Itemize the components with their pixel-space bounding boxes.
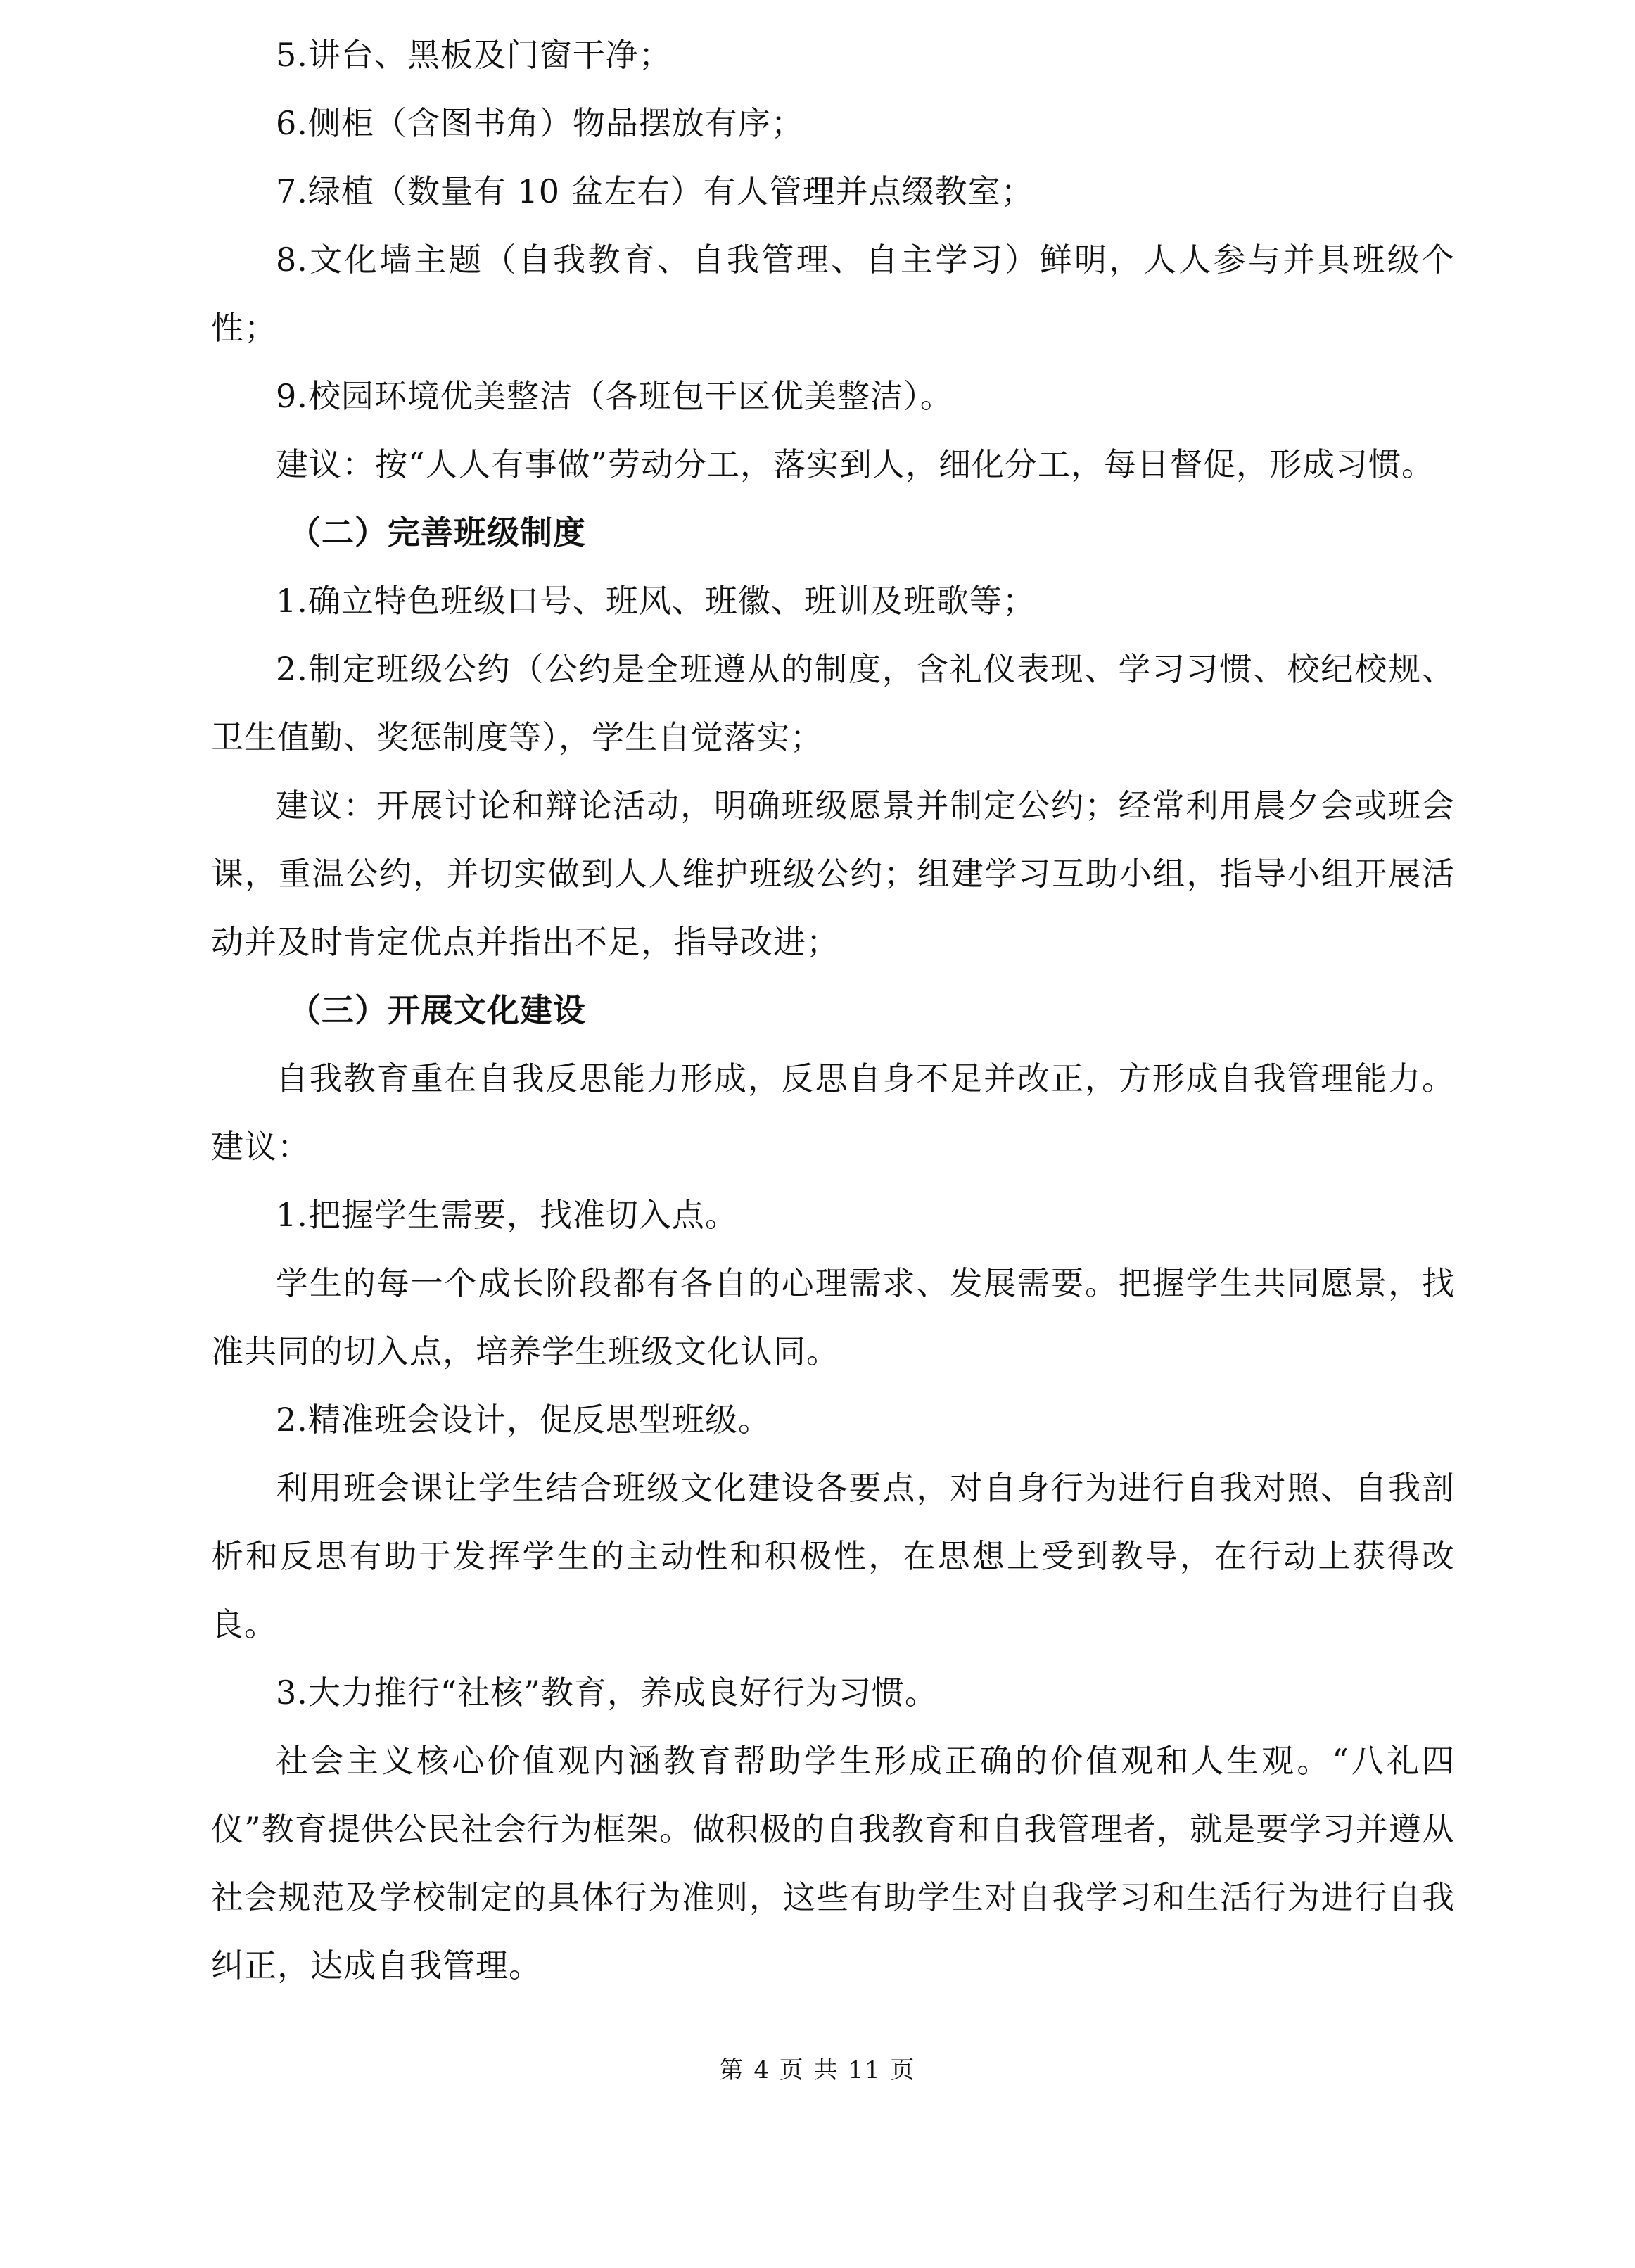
paragraph: 1.把握学生需要，找准切入点。 [276, 1196, 738, 1234]
paragraph: 6.侧柜（含图书角）物品摆放有序； [276, 104, 804, 142]
section-heading: （二）完善班级制度 [288, 514, 586, 552]
section-heading: （三）开展文化建设 [288, 991, 586, 1029]
paragraph: 3.大力推行“社核”教育，养成良好行为习惯。 [276, 1674, 938, 1712]
paragraph: 利用班会课让学生结合班级文化建设各要点，对自身行为进行自我对照、自我剖析和反思有助于发挥学生的主动性和积极性，在思想上受到教导，在行动上获得改良。 [211, 1469, 1455, 1643]
page-footer: 第 4 页 共 11 页 [719, 2056, 916, 2084]
paragraph: 8.文化墙主题（自我教育、自我管理、自主学习）鲜明，人人参与并具班级个性； [211, 241, 1455, 347]
paragraph: 建议：开展讨论和辩论活动，明确班级愿景并制定公约；经常利用晨夕会或班会课，重温公约，并切实做到人人维护班级公约；组建学习互助小组，指导小组开展活动并及时肯定优点并指出不足，指导改进； [211, 786, 1455, 961]
paragraph: 学生的每一个成长阶段都有各自的心理需求、发展需要。把握学生共同愿景，找准共同的切入点，培养学生班级文化认同。 [211, 1264, 1455, 1370]
paragraph: 9.校园环境优美整洁（各班包干区优美整洁）。 [276, 377, 953, 415]
paragraph: 2.制定班级公约（公约是全班遵从的制度，含礼仪表现、学习习惯、校纪校规、卫生值勤、奖惩制度等），学生自觉落实； [211, 650, 1455, 756]
paragraph: 1.确立特色班级口号、班风、班徽、班训及班歌等； [276, 582, 1036, 620]
document-page [211, 21, 1455, 2000]
paragraph: 建议：按“人人有事做”劳动分工，落实到人，细化分工，每日督促，形成习惯。 [276, 445, 1435, 483]
paragraph: 7.绿植（数量有 10 盆左右）有人管理并点缀教室； [276, 172, 1034, 210]
paragraph: 社会主义核心价值观内涵教育帮助学生形成正确的价值观和人生观。“八礼四仪”教育提供公民社会行为框架。做积极的自我教育和自我管理者，就是要学习并遵从社会规范及学校制定的具体行为准则，这些有助学生对自我学习和生活行为进行自我纠正，达成自我管理。 [211, 1742, 1455, 1984]
paragraph: 5.讲台、黑板及门窗干净； [276, 36, 672, 74]
paragraph: 2.精准班会设计，促反思型班级。 [276, 1401, 771, 1439]
paragraph: 自我教育重在自我反思能力形成，反思自身不足并改正，方形成自我管理能力。建议： [211, 1059, 1455, 1166]
